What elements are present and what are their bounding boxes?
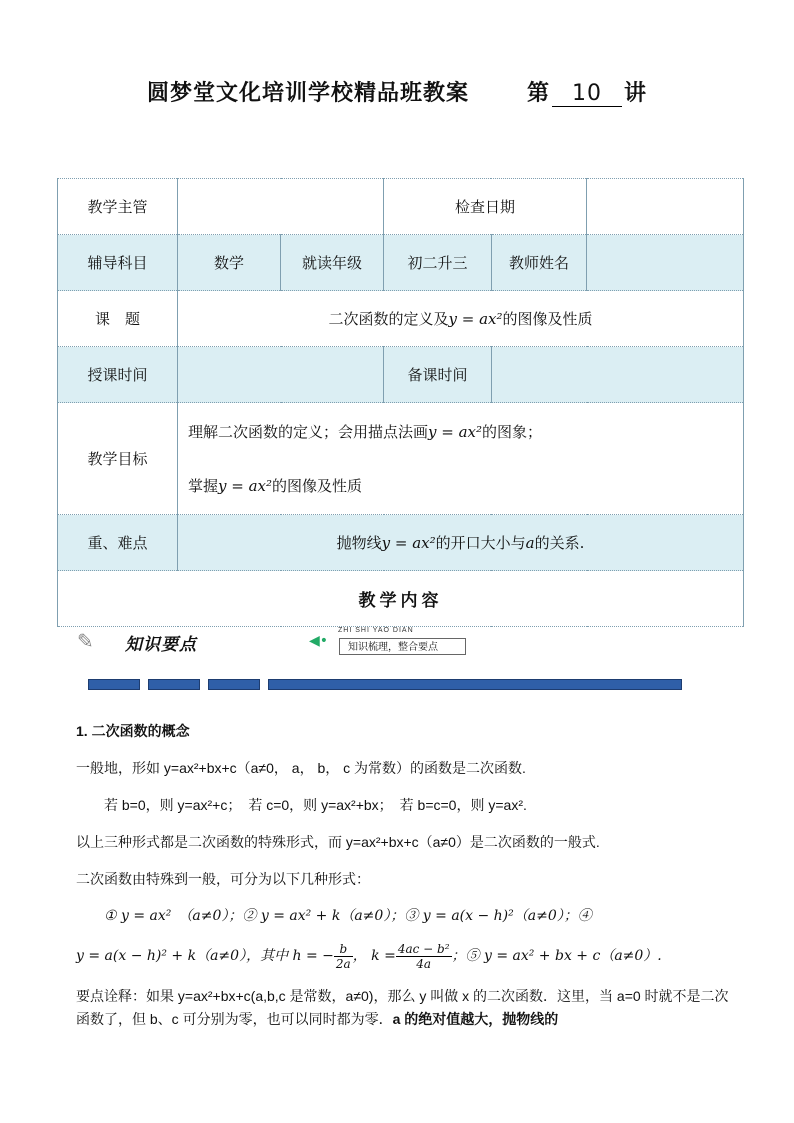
key-points-label: 重、难点: [58, 515, 178, 571]
forms-line-1: ① y = ax² （a≠0）；② y = ax² + k（a≠0）；③ y = a(x − h)²（a≠0）；④: [104, 908, 592, 924]
goal2-post: 的图像及性质: [272, 476, 363, 495]
goal1-pre: 理解二次函数的定义；会用描点法画: [188, 422, 429, 441]
key-mid: 的开口大小与: [435, 534, 526, 552]
definition-paragraph: 一般地，形如 y=ax²+bx+c（a≠0， a， b， c 为常数）的函数是二次函数.: [76, 760, 526, 776]
table-row: [58, 235, 744, 291]
lesson-info-table: [57, 178, 744, 627]
goal1-post: 的图象；: [482, 422, 543, 441]
table-row: [58, 179, 744, 235]
general-form-paragraph: 以上三种形式都是二次函数的特殊形式，而 y=ax²+bx+c（a≠0）是二次函数的一般式.: [76, 834, 600, 850]
school-title: 圆梦堂文化培训学校精品班教案: [146, 81, 469, 106]
goal-line-1: [188, 412, 733, 452]
goal1-formula: y = ax²: [428, 422, 483, 441]
lesson-suffix: 讲: [624, 81, 648, 106]
key-points-value: [178, 515, 744, 571]
note-paragraph: [76, 985, 736, 1031]
bar-segment: [208, 679, 260, 690]
goals-label: 教学目标: [58, 403, 178, 515]
subject-value: 数学: [178, 235, 281, 291]
banner-pinyin: ZHI SHI YAO DIAN: [338, 627, 414, 634]
frac1-num: b: [334, 942, 353, 957]
goal2-pre: 掌握: [188, 476, 219, 495]
supervisor-label: 教学主管: [58, 179, 178, 235]
frac1-den: 2a: [335, 957, 351, 971]
table-row: [58, 347, 744, 403]
topic-formula: y = ax²: [448, 310, 503, 328]
forms-line2-b: ， k =: [352, 948, 396, 965]
knowledge-banner: [77, 627, 477, 659]
decorative-bars: [88, 679, 688, 693]
topic-value: [178, 291, 744, 347]
time-value: [178, 347, 384, 403]
time-label: 授课时间: [58, 347, 178, 403]
grade-label: 就读年级: [281, 235, 384, 291]
table-row: [58, 515, 744, 571]
goal-line-2: [188, 466, 733, 506]
fraction-h: [334, 942, 353, 971]
table-row: [58, 291, 744, 347]
banner-subtitle: 知识梳理，整合要点: [339, 638, 466, 655]
key-post: 的关系.: [534, 534, 585, 552]
supervisor-value: [178, 179, 384, 235]
forms-line2-c: ；⑤ y = ax² + bx + c（a≠0）.: [451, 948, 662, 965]
check-date-label: 检查日期: [384, 179, 587, 235]
forms-intro: 二次函数由特殊到一般，可分为以下几种形式：: [76, 871, 370, 887]
prep-label: 备课时间: [384, 347, 492, 403]
section-heading: 1. 二次函数的概念: [76, 723, 190, 739]
frac2-den: 4a: [416, 957, 432, 971]
content-title: 教学内容: [58, 571, 744, 627]
bar-segment: [148, 679, 200, 690]
prep-value: [491, 347, 743, 403]
bar-segment: [268, 679, 682, 690]
pencil-icon: ✎: [77, 629, 94, 653]
subject-label: 辅导科目: [58, 235, 178, 291]
teacher-value: [587, 235, 744, 291]
forms-line2-a: y = a(x − h)² + k（a≠0），其中 h = −: [76, 948, 334, 965]
fraction-k: [396, 942, 452, 971]
check-date-value: [587, 179, 744, 235]
banner-title: 知识要点: [125, 635, 197, 655]
page-header: [0, 76, 794, 107]
note-text: 要点诠释：如果 y=ax²+bx+c(a,b,c 是常数，a≠0)，那么 y 叫做 x 的二次函数．这里，当 a=0 时就不是二次函数了，但 b、c 可分别为零，也可以同时都为零．: [76, 988, 729, 1027]
topic-text-post: 的图像及性质: [502, 310, 593, 328]
bar-segment: [88, 679, 140, 690]
lesson-number: 10: [552, 81, 622, 107]
topic-label: 课 题: [58, 291, 178, 347]
goals-value: [178, 403, 744, 515]
forms-line-2: [76, 942, 736, 971]
lesson-content: [76, 720, 736, 1031]
note-bold: a 的绝对值越大，抛物线的: [392, 1011, 559, 1027]
arrow-icon: ◀•: [309, 633, 329, 649]
topic-text-pre: 二次函数的定义及: [328, 310, 449, 328]
table-row: [58, 403, 744, 515]
teacher-label: 教师姓名: [491, 235, 586, 291]
special-cases: 若 b=0，则 y=ax²+c； 若 c=0，则 y=ax²+bx； 若 b=c=0，则 y=ax².: [104, 797, 527, 813]
goal2-formula: y = ax²: [218, 476, 273, 495]
grade-value: 初二升三: [384, 235, 492, 291]
key-formula: y = ax²: [381, 534, 436, 552]
key-pre: 抛物线: [336, 534, 382, 552]
table-row: [58, 571, 744, 627]
frac2-num: 4ac − b²: [397, 942, 450, 956]
key-a: a: [525, 534, 535, 552]
lesson-prefix: 第: [526, 81, 550, 106]
